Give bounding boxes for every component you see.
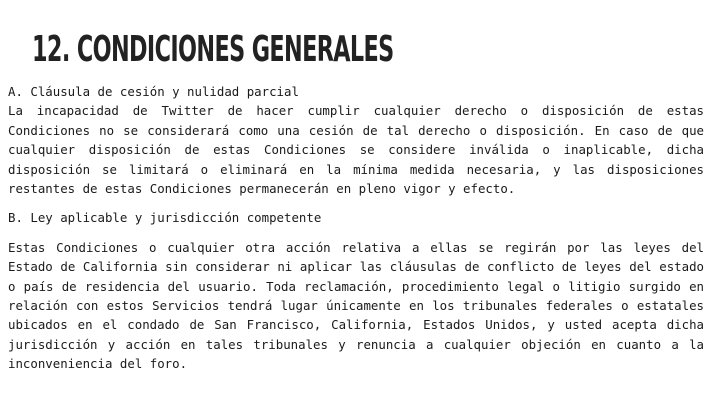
section-spacer <box>8 228 704 238</box>
section-spacer <box>8 198 704 208</box>
section-b-heading: B. Ley aplicable y jurisdicción competente <box>8 210 322 226</box>
document-body <box>8 82 704 374</box>
page-title: 12. CONDICIONES GENERALES <box>32 29 394 70</box>
section-a-heading: A. Cláusula de cesión y nulidad parcial <box>8 84 299 99</box>
section-a-body: La incapacidad de Twitter de hacer cumplir cualquier derecho o disposición de estas Condiciones no se considerará como una cesión de tal derecho o disposición. En caso de que cualquier disposición de estas Condiciones se considere inválida o inaplicable, dicha disposición se limitará o eliminará en la mínima medida necesaria, y las disposiciones restantes de estas Condiciones permanecerán en pleno vigor y efecto. <box>8 103 704 197</box>
section-b-body: Estas Condiciones o cualquier otra acción relativa a ellas se regirán por las leyes del Estado de California sin considerar ni aplicar las cláusulas de conflicto de leyes del estado o país de residencia del usuario. Toda reclamación, procedimiento legal o litigio surgido en relación con estos Servicios tendrá lugar únicamente en los tribunales federales o estatales ubicados en el condado de San Francisco, California, Estados Unidos, y usted acepta dicha jurisdicción y acción en tales tribunales y renuncia a cualquier objeción en cuanto a la inconveniencia del foro. <box>8 239 704 372</box>
